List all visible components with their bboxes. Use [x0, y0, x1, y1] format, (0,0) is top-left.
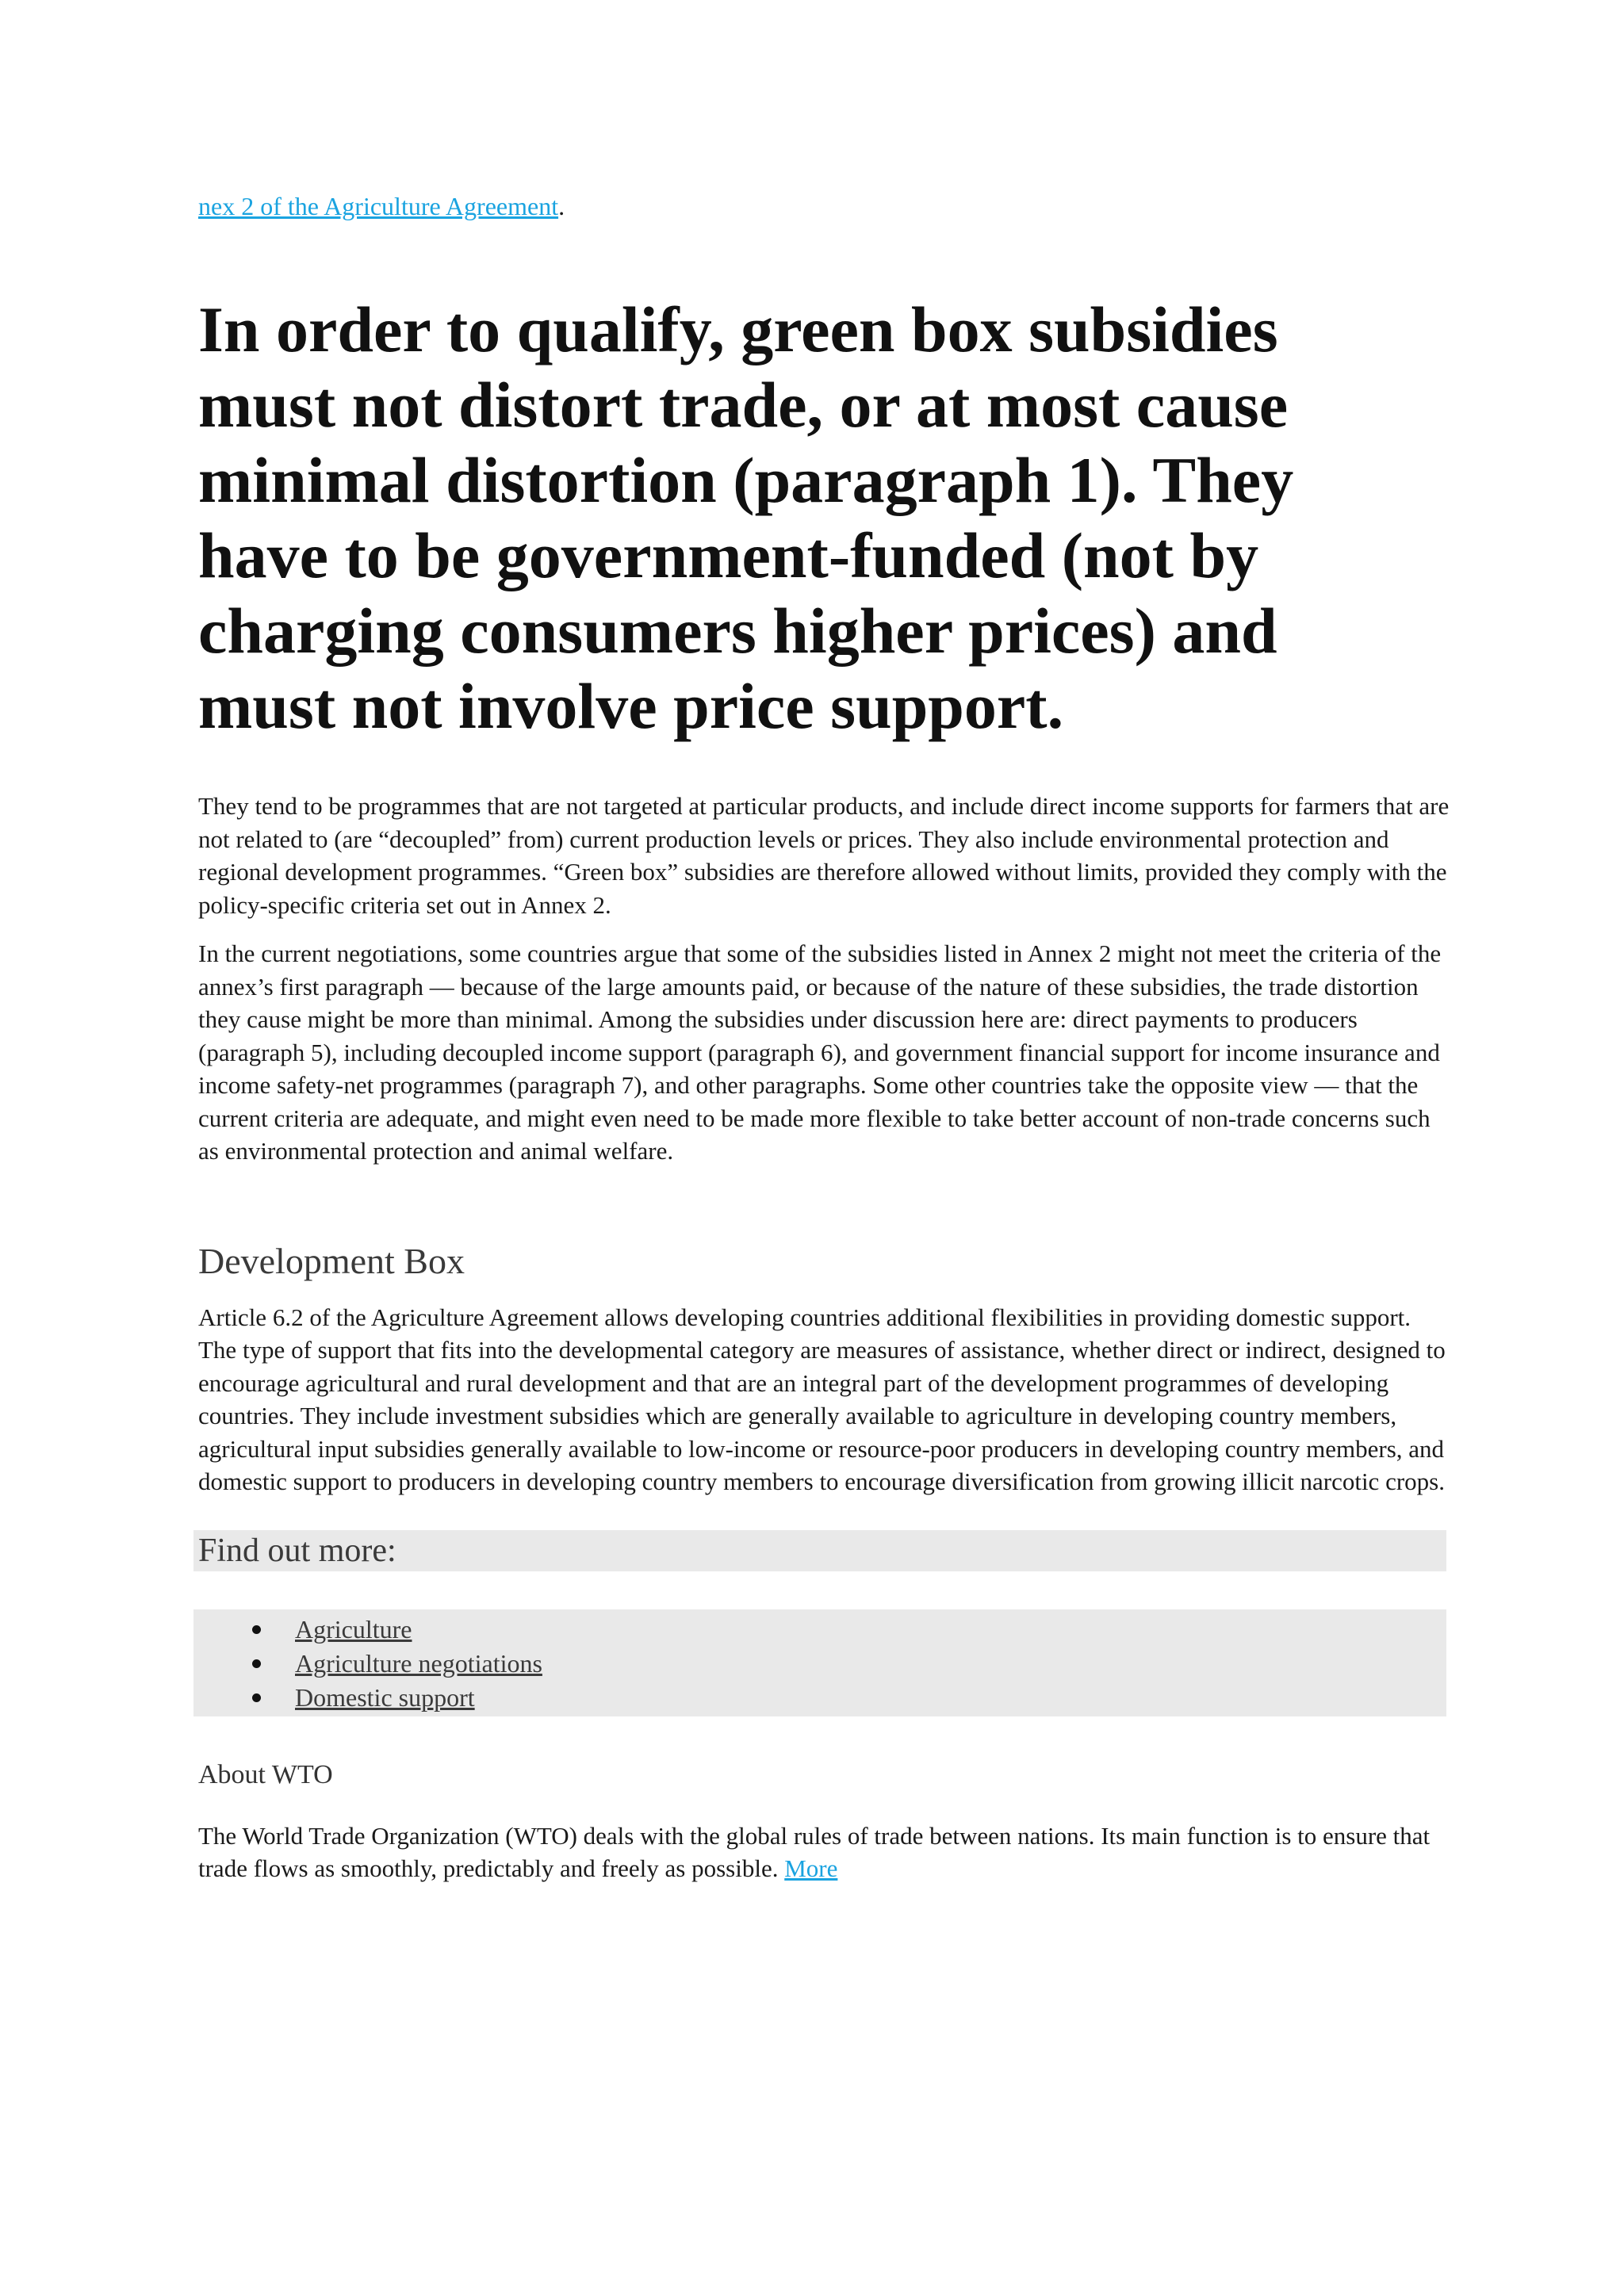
- annex-2-link[interactable]: nex 2 of the Agriculture Agreement: [198, 192, 559, 220]
- paragraph-green-box-programmes: They tend to be programmes that are not targeted at particular products, and include direct income supports for farmers that are not related to (are “decoupled” from) current production levels or prices. They also include environmental protection and regional development programmes. “Green box” subsidies are therefore allowed without limits, provided they comply with the policy-specific criteria set out in Annex 2.: [198, 792, 1450, 919]
- document-page: [198, 190, 1451, 1885]
- about-wto-text: [198, 1820, 1451, 1885]
- paragraph-current-negotiations: In the current negotiations, some countries argue that some of the subsidies listed in Annex 2 might not meet the criteria of the annex’s first paragraph — because of the large amounts paid, or because of the nature of these subsidies, the trade distortion they cause might be more than minimal. Among the subsidies under discussion here are: direct payments to producers (paragraph 5), including decoupled income support (paragraph 6), and government financial support for income insurance and income safety-net programmes (paragraph 7), and other paragraphs. Some other countries take the opposite view — that the current criteria are adequate, and might even need to be made more flexible to take better account of non-trade concerns such as environmental protection and animal welfare.: [198, 939, 1442, 1165]
- list-item: [193, 1681, 1446, 1715]
- links-list: [193, 1613, 1446, 1715]
- top-fragment: [198, 190, 1451, 222]
- about-wto-body: The World Trade Organization (WTO) deals with the global rules of trade between nations. Its main function is to ensure that trade flows as smoothly, predictably and freely as possible.: [198, 1821, 1431, 1882]
- find-out-more-links: [193, 1609, 1446, 1716]
- development-box-heading: Development Box: [198, 1240, 465, 1281]
- bullet-icon: [252, 1693, 261, 1702]
- headline: In order to qualify, green box subsidies must not distort trade, or at most cause minimal distortion (paragraph 1). They have to be government-funded (not by charging consumers higher prices) and must not involve price support.: [198, 293, 1294, 742]
- development-box-text: Article 6.2 of the Agriculture Agreement allows developing countries additional flexibilities in providing domestic support. The type of support that fits into the developmental category are measures of assistance, whether direct or indirect, designed to encourage agricultural and rural development and that are an integral part of the development programmes of developing countries. They include investment subsidies which are generally available to agriculture in developing country members, agricultural input subsidies generally available to low-income or resource-poor producers in developing country members, and domestic support to producers in developing country members to encourage diversification from growing illicit narcotic crops.: [198, 1303, 1446, 1495]
- bullet-icon: [252, 1659, 261, 1668]
- top-fragment-period: .: [558, 192, 565, 220]
- agriculture-negotiations-link[interactable]: Agriculture negotiations: [295, 1648, 542, 1678]
- bullet-icon: [252, 1625, 261, 1634]
- about-wto-heading: About WTO: [198, 1759, 333, 1789]
- more-link[interactable]: More: [784, 1854, 838, 1882]
- find-out-more-heading: Find out more:: [193, 1530, 1446, 1571]
- list-item: [193, 1647, 1446, 1681]
- domestic-support-link[interactable]: Domestic support: [295, 1682, 475, 1712]
- list-item: [193, 1613, 1446, 1647]
- agriculture-link[interactable]: Agriculture: [295, 1614, 412, 1644]
